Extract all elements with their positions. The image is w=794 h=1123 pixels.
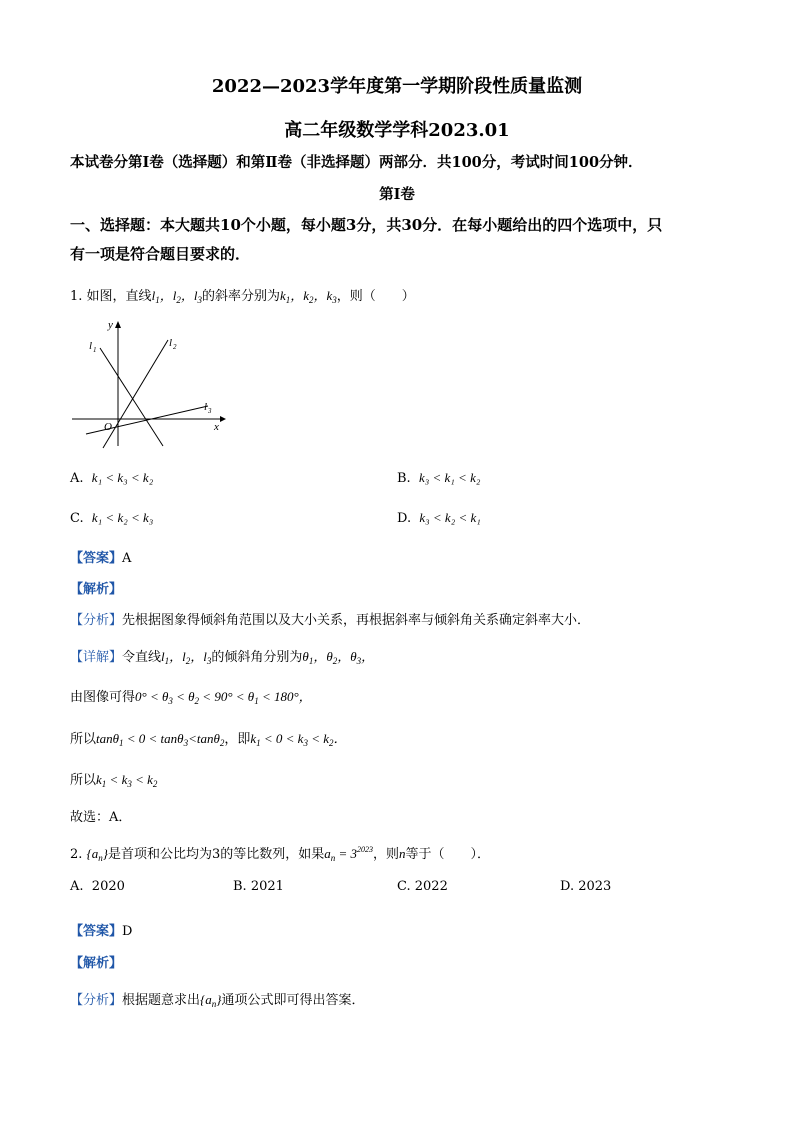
q1-step3-text: 所以 xyxy=(70,773,97,788)
q2-number: 2. xyxy=(70,847,83,862)
q1-detail-text-a: 令直线 xyxy=(122,650,162,665)
q1-option-d-expr: k₃ < k₂ < k₁ xyxy=(419,510,481,525)
x-axis-arrow xyxy=(220,416,226,422)
q2-fenxi xyxy=(70,989,364,1009)
q1-number: 1. xyxy=(70,289,83,304)
origin-label: O xyxy=(104,421,112,433)
q2-fenxi-text-b: 通项公式即可得出答案． xyxy=(221,993,365,1008)
q2-answer-tag: 【答案】 xyxy=(70,924,123,939)
q1-option-c xyxy=(70,510,153,526)
q2-option-d xyxy=(560,879,611,894)
q1-step2-math-a: tanθ$_1$ < 0 < tanθ$_3$<tanθ$_2$ xyxy=(96,731,225,748)
q2-stem-text-b: ，则 xyxy=(373,847,400,862)
q2-option-d-label: D. xyxy=(560,879,575,894)
y-axis-label: y xyxy=(108,319,113,331)
q1-step3-math: $k_1 < k_3 < k_2$ xyxy=(96,772,158,789)
q2-stem xyxy=(70,843,490,863)
y-axis-arrow xyxy=(115,321,121,328)
q1-step3 xyxy=(70,769,157,789)
q1-option-a-expr: k₁ < k₃ < k₂ xyxy=(91,470,154,485)
q2-option-c-value: 2022 xyxy=(414,879,448,894)
q1-answer-value: A xyxy=(122,551,132,566)
q1-stem-text-b: 的斜率分别为 xyxy=(201,289,280,304)
q2-option-b-label: B. xyxy=(233,879,247,894)
q2-sequence-symbol: $\{a_n\}$ xyxy=(86,846,108,863)
q1-stem-text-a: 如图，直线 xyxy=(86,289,152,304)
q1-detail-lines: $l_1$，$l_2$，$l_3$ xyxy=(161,649,212,666)
q1-step1-text: 由图像可得 xyxy=(70,690,136,705)
q1-answer xyxy=(70,547,131,566)
q2-option-c xyxy=(397,879,448,894)
l2-label: l xyxy=(169,337,173,349)
q1-stem xyxy=(70,285,415,305)
q1-detail xyxy=(70,646,374,666)
l1-subscript: 1 xyxy=(93,346,97,354)
q1-fenxi-text: 先根据图象得倾斜角范围以及大小关系，再根据斜率与倾斜角关系确定斜率大小． xyxy=(122,613,591,628)
exam-intro: 本试卷分第Ⅰ卷（选择题）和第Ⅱ卷（非选择题）两部分．共100分，考试时间100分钟． xyxy=(70,154,643,171)
line-l2 xyxy=(103,340,168,448)
q2-option-a-value: 2020 xyxy=(91,879,125,894)
q1-detail-text-b: 的倾斜角分别为 xyxy=(211,650,303,665)
q1-slope-symbols: $k_1$，$k_2$，$k_3$ xyxy=(279,288,337,305)
q1-step2-math-b: $k_1 < 0 < k_3 < k_2$． xyxy=(250,731,347,748)
q1-step1-math: $0^\circ < \theta_3 < \theta_2 < 90^\circ < \theta_1 < 180^\circ$， xyxy=(135,689,312,706)
exam-title: 2022—2023学年度第一学期阶段性质量监测 xyxy=(211,76,583,97)
section-instructions-line2: 有一项是符合题目要求的． xyxy=(70,245,251,263)
q1-option-d xyxy=(397,510,481,526)
q1-step2 xyxy=(70,728,347,748)
q2-option-b xyxy=(233,879,284,894)
q1-step1 xyxy=(70,686,312,706)
q2-option-b-value: 2021 xyxy=(250,879,284,894)
q1-fenxi xyxy=(70,609,590,628)
q1-answer-tag: 【答案】 xyxy=(70,551,123,566)
q1-step2-text-b: ，即 xyxy=(224,732,251,747)
q1-option-c-label: C. xyxy=(70,511,84,526)
q2-stem-text-a: 是首项和公比均为3的等比数列，如果 xyxy=(107,847,325,862)
exam-subtitle: 高二年级数学学科2023.01 xyxy=(284,120,510,141)
q1-option-b xyxy=(397,470,480,486)
l3-subscript: 3 xyxy=(208,407,212,415)
q1-line-graph xyxy=(70,316,230,452)
section-instructions-line1: 一、选择题：本大题共10个小题，每小题3分，共30分．在每小题给出的四个选项中，只 xyxy=(70,216,663,234)
q2-fenxi-text-a: 根据题意求出 xyxy=(122,993,201,1008)
q1-stem-text-c: ，则（ ） xyxy=(336,289,415,304)
x-axis-label: x xyxy=(214,421,219,433)
q2-option-a xyxy=(70,879,125,894)
q2-condition-math: $a_n = 3^{2023}$ xyxy=(324,845,374,863)
q2-option-a-label: A. xyxy=(70,879,84,894)
q1-fenxi-tag: 【分析】 xyxy=(70,613,123,628)
q1-option-a-label: A. xyxy=(70,471,84,486)
q1-option-a xyxy=(70,470,153,486)
q1-analysis-label: 【解析】 xyxy=(70,582,123,597)
q2-fenxi-sequence: $\{a_n\}$ xyxy=(200,992,222,1009)
q1-option-b-label: B. xyxy=(397,471,411,486)
q1-analysis-tag xyxy=(70,578,122,597)
q1-option-b-expr: k₃ < k₁ < k₂ xyxy=(418,470,481,485)
q2-n-symbol: n xyxy=(399,846,406,861)
q2-fenxi-tag: 【分析】 xyxy=(70,993,123,1008)
q1-step2-text-a: 所以 xyxy=(70,732,97,747)
l3-label: l xyxy=(204,401,208,413)
l1-label: l xyxy=(89,340,93,352)
volume-title: 第Ⅰ卷 xyxy=(379,186,415,203)
q1-line-symbols: $l_1$，$l_2$，$l_3$ xyxy=(151,288,202,305)
q1-option-d-label: D. xyxy=(397,511,412,526)
q1-option-c-expr: k₁ < k₂ < k₃ xyxy=(91,510,154,525)
q1-detail-tag: 【详解】 xyxy=(70,650,123,665)
q2-option-d-value: 2023 xyxy=(578,879,612,894)
q2-answer-value: D xyxy=(122,924,133,939)
q2-stem-text-c: 等于（ ）． xyxy=(405,847,491,862)
q1-detail-angles: $\theta_1$，$\theta_2$，$\theta_3$， xyxy=(302,649,375,666)
q2-analysis-label: 【解析】 xyxy=(70,956,123,971)
l2-subscript: 2 xyxy=(173,343,177,351)
q2-option-c-label: C. xyxy=(397,879,411,894)
q2-analysis-tag xyxy=(70,952,122,971)
q2-answer xyxy=(70,920,132,939)
q1-conclusion: 故选：A． xyxy=(70,810,132,825)
